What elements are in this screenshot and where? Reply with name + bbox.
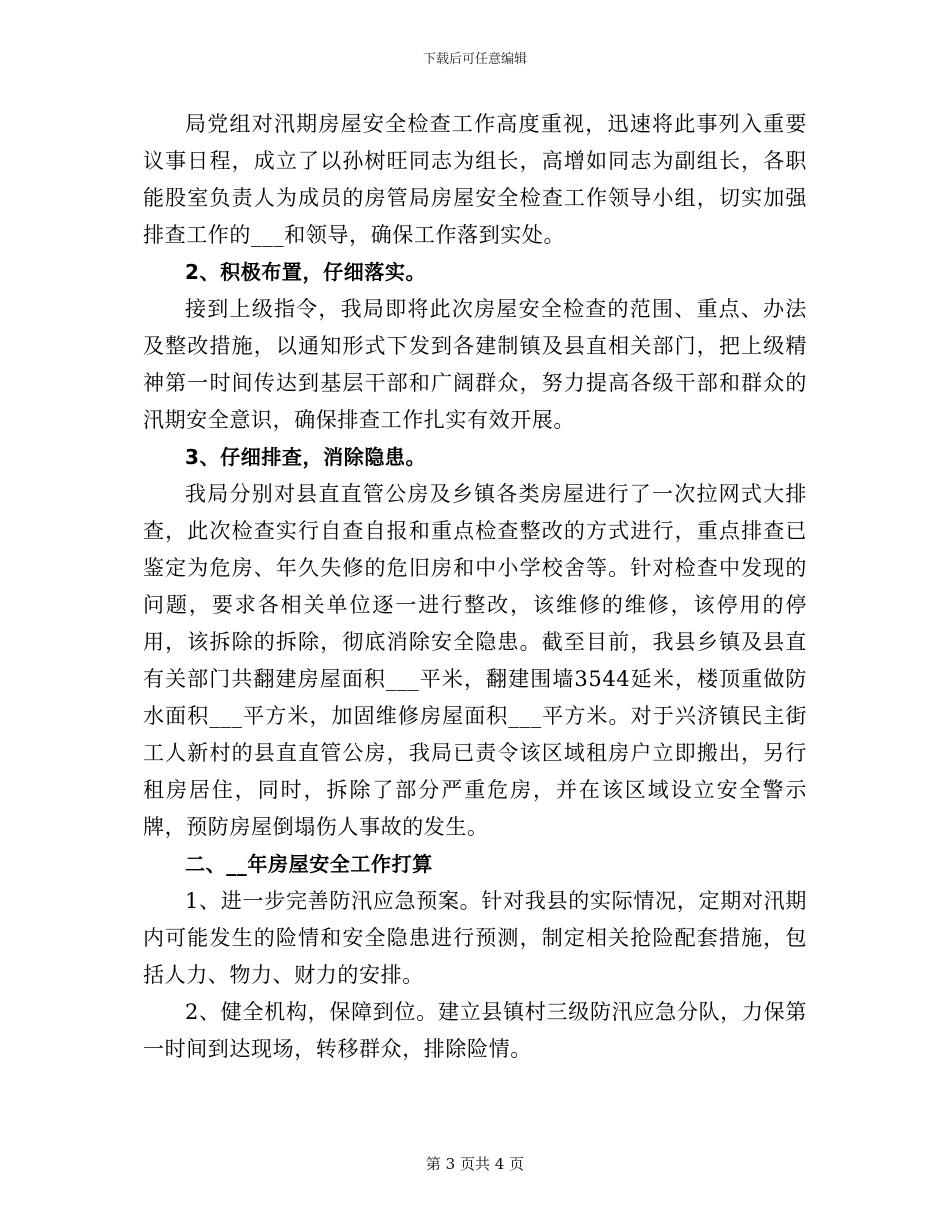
page-footer: 第 3 页共 4 页 — [425, 1155, 525, 1173]
paragraph-plan-1: 1、进一步完善防汛应急预案。针对我县的实际情况，定期对汛期内可能发生的险情和安全隐患进行预测，制定相关抢险配套措施，包括人力、物力、财力的安排。 — [143, 889, 807, 987]
document-body — [143, 106, 807, 1068]
page-header: 下载后可任意编辑 — [422, 52, 527, 67]
paragraph-leadership: 局党组对汛期房屋安全检查工作高度重视，迅速将此事列入重要议事日程，成立了以孙树旺同志为组长，高增如同志为副组长，各职能股室负责人为成员的房管局房屋安全检查工作领导小组，切实加强排查工作的___和领导，确保工作落到实处。 — [143, 112, 807, 247]
heading-arrange: 2、积极布置，仔细落实。 — [185, 260, 427, 284]
heading-plan: 二、__年房屋安全工作打算 — [185, 852, 433, 876]
paragraph-inspect: 我局分别对县直直管公房及乡镇各类房屋进行了一次拉网式大排查，此次检查实行自查自报和重点检查整改的方式进行，重点排查已鉴定为危房、年久失修的危旧房和中小学校舍等。针对检查中发现的问题，要求各相关单位逐一进行整改，该维修的维修，该停用的停用，该拆除的拆除，彻底消除安全隐患。截至目前，我县乡镇及县直有关部门共翻建房屋面积___平米，翻建围墙3544延米，楼顶重做防水面积___平方米，加固维修房屋面积___平方米。对于兴济镇民主街工人新村的县直直管公房，我局已责令该区域租房户立即搬出，另行租房居住，同时，拆除了部分严重危房，并在该区域设立安全警示牌，预防房屋倒塌伤人事故的发生。 — [143, 482, 807, 839]
paragraph-arrange: 接到上级指令，我局即将此次房屋安全检查的范围、重点、办法及整改措施，以通知形式下发到各建制镇及县直相关部门，把上级精神第一时间传达到基层干部和广阔群众，努力提高各级干部和群众的汛期安全意识，确保排查工作扎实有效开展。 — [143, 297, 807, 432]
heading-inspect: 3、仔细排查，消除隐患。 — [185, 445, 427, 469]
paragraph-plan-2: 2、健全机构，保障到位。建立县镇村三级防汛应急分队，力保第一时间到达现场，转移群众，排除险情。 — [143, 1000, 807, 1061]
